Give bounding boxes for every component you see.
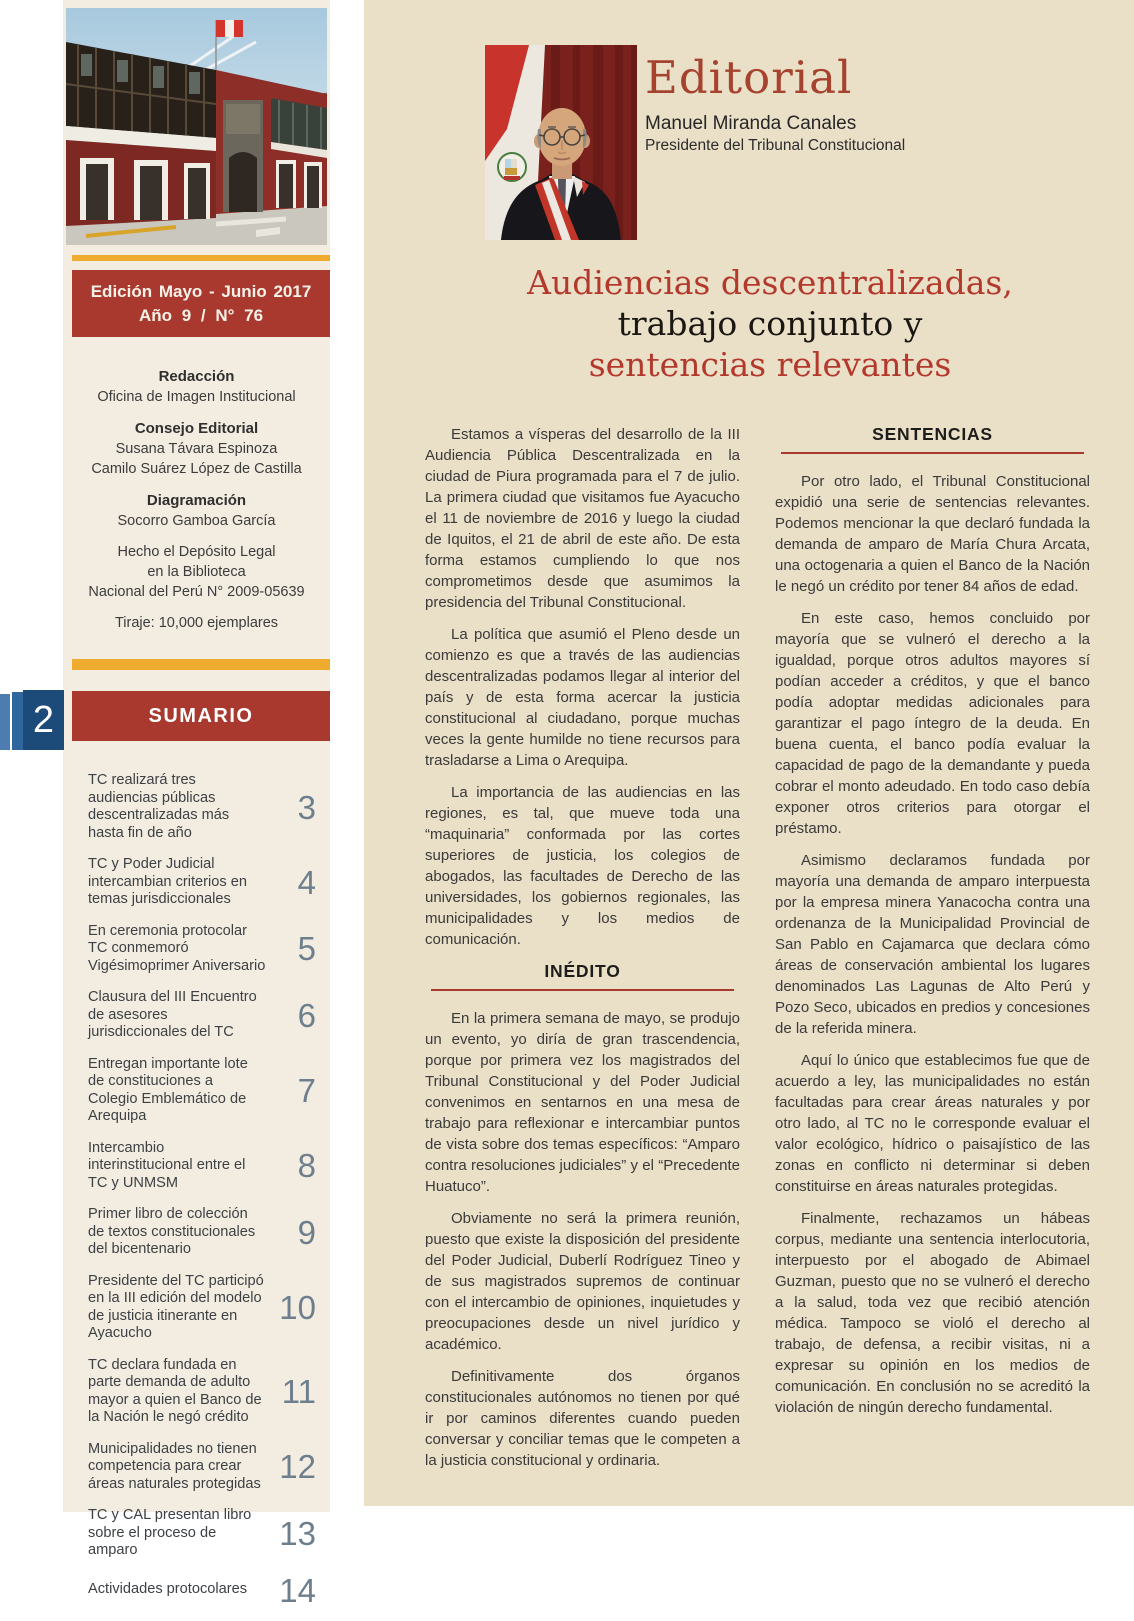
paragraph: Asimismo declaramos fundada por mayoría una demanda de amparo interpuesta por la empresa minera Yanacocha contra una ordenanza de la Municipalidad Provincial de San Pablo en Cajamarca que declara cómo áreas de conservación ambiental los lugares denominados Las Lagunas de Alto Perú y Pozo Seco, ubicados en predios y concesiones de la referida minera.: [775, 852, 1090, 1037]
paragraph: Finalmente, rechazamos un hábeas corpus, mediante una sentencia interlocutoria, interpuesto por el abogado de Abimael Guzman, puesto que no se vulneró el derecho a la salud, toda vez que recibió atención médica. Tampoco se violó el derecho al trabajo, de defensa, a recibir visitas, ni a expresar su opinión en los medios de comunicación. En conclusión no se acreditó la violación de ningún derecho fundamental.: [775, 1210, 1090, 1416]
toc-item-page: 8: [297, 1147, 316, 1185]
masthead-line: Oficina de Imagen Institucional: [97, 389, 296, 405]
sumario-header: SUMARIO: [72, 691, 330, 741]
toc-item: [88, 989, 316, 1042]
article-title: [364, 262, 1134, 385]
sumario-list: [88, 772, 316, 1621]
masthead-line: en la Biblioteca: [147, 564, 246, 580]
toc-item: [88, 1507, 316, 1560]
toc-item-page: 10: [279, 1289, 316, 1326]
paragraph: Por otro lado, el Tribunal Constitucional expidió una serie de sentencias relevantes. Podemos mencionar la que declaró fundada la demanda de amparo de María Chura Arcata, una octogenaria a quien el Banco de la Nación le negó un crédito por tener 84 años de edad.: [775, 473, 1090, 595]
article-title-line3: sentencias relevantes: [588, 345, 952, 384]
edition-box: [72, 270, 330, 337]
article-column-left: [425, 424, 740, 1482]
paragraph: En la primera semana de mayo, se produjo un evento, yo diría de gran trascendencia, porque por primera vez los magistrados del Tribunal Constitucional y del Poder Judicial convenimos en sentarnos en una mesa de trabajo para reflexionar e intercambiar puntos de vista sobre dos temas específicos: “Amparo contra resoluciones judiciales” y el “Precedente Huatuco”.: [425, 1010, 740, 1195]
paragraph: En este caso, hemos concluido por mayoría que se vulneró el derecho a la igualdad, porque otros adultos mayores sí podían acceder a créditos, y que el banco podía adoptar medidas adicionales para garantizar el pago íntegro de la deuda. En buena cuenta, el banco podía evaluar la capacidad de pago de la demandante y pueda cobrar el monto adeudado. En todo caso debía exponer otros criterios para otorgar el préstamo.: [775, 610, 1090, 837]
toc-item-page: 12: [279, 1448, 316, 1486]
toc-item: [88, 923, 316, 976]
toc-item-label: Intercambio interinstitucional entre el TC y UNMSM: [88, 1139, 246, 1191]
masthead-line: Socorro Gamboa García: [117, 513, 276, 529]
masthead-line: Susana Távara Espinoza: [115, 441, 278, 457]
editorial-author-role: Presidente del Tribunal Constitucional: [645, 137, 906, 154]
editorial-section-title: Editorial: [645, 51, 853, 104]
toc-item-page: 4: [297, 863, 316, 901]
masthead-heading: Redacción: [158, 368, 235, 385]
masthead-line: Hecho el Depósito Legal: [117, 544, 276, 560]
section-heading-sentencias: SENTENCIAS: [781, 424, 1084, 454]
toc-item: [88, 1056, 316, 1126]
toc-item-page: 6: [297, 996, 316, 1034]
masthead-line: Camilo Suárez López de Castilla: [91, 461, 302, 477]
toc-item-label: TC y CAL presentan libro sobre el proceso de amparo: [88, 1507, 252, 1558]
editorial-author: Manuel Miranda Canales: [645, 113, 857, 134]
toc-item-label: TC realizará tres audiencias públicas descentralizadas más hasta fin de año: [88, 772, 230, 841]
toc-item-page: 13: [279, 1514, 316, 1552]
masthead-heading: Diagramación: [146, 492, 247, 509]
sidebar: [63, 0, 330, 1609]
article-title-line2: trabajo conjunto y: [617, 304, 923, 343]
toc-item-page: 5: [297, 930, 316, 968]
toc-item-label: Entregan importante lote de constituciones a Colegio Emblemático de Arequipa: [88, 1055, 248, 1124]
paragraph: Obviamente no será la primera reunión, puesto que existe la disposición del presidente del Poder Judicial, Duberlí Rodríguez Tineo y de sus magistrados supremos de continuar con el intercambio de opiniones, inquietudes y preocupaciones desde un nivel jurídico y académico.: [425, 1210, 740, 1353]
masthead-redaccion: [63, 366, 330, 407]
toc-item: [88, 1441, 316, 1494]
portrait-illustration: [485, 45, 637, 240]
badge-stripe: [0, 694, 10, 750]
edition-line2: Año 9 / N° 76: [138, 305, 264, 325]
masthead-line: Tiraje: 10,000 ejemplares: [114, 615, 279, 631]
toc-item: [88, 856, 316, 909]
paragraph: La importancia de las audiencias en las regiones, es tal, que mueve toda una “maquinaria” conformada por las cortes superiores de justicia, los colegios de abogados, las facultades de Derecho de las universidades, los gobiernos regionales, las municipalidades y los medios de comunicación.: [425, 784, 740, 948]
gold-divider-top: [72, 255, 330, 261]
toc-item-label: TC y Poder Judicial intercambian criterios en temas jurisdiccionales: [88, 856, 247, 907]
masthead-tiraje: [63, 613, 330, 633]
toc-item: [88, 772, 316, 842]
toc-item-label: Primer libro de colección de textos constitucionales del bicentenario: [88, 1206, 256, 1257]
badge-stripe: [12, 692, 23, 750]
article-column-right: [775, 424, 1090, 1482]
toc-item-label: En ceremonia protocolar TC conmemoró Vigésimoprimer Aniversario: [88, 922, 266, 974]
toc-item-page: 9: [297, 1213, 316, 1251]
toc-item: [88, 1140, 316, 1193]
toc-item-label: Presidente del TC participó en la III edición del modelo de justicia itinerante en Ayacucho: [88, 1272, 264, 1341]
toc-item-page: 14: [279, 1571, 316, 1609]
masthead-deposito-legal: [63, 542, 330, 602]
edition-line1: Edición Mayo - Junio 2017: [90, 281, 312, 301]
toc-item-label: Actividades protocolares: [88, 1581, 247, 1598]
paragraph: Aquí lo único que establecimos fue que de acuerdo a ley, las municipalidades no están facultadas para crear áreas naturales y por otro lado, al TC no le corresponde evaluar el valor ecológico, hídrico o paisajístico de las zonas en conflicto ni determinar si deben constituirse en áreas naturales protegidas.: [775, 1052, 1090, 1195]
masthead: [63, 366, 330, 644]
paragraph: La política que asumió el Pleno desde un comienzo es que a través de las audiencias descentralizadas podamos llegar al interior del país y de esta forma acercar la justicia constitucional al ciudadano, porque muchas veces la gente humilde no tiene recursos para trasladarse a Lima o Arequipa.: [425, 626, 740, 769]
toc-item-label: Clausura del III Encuentro de asesores jurisdiccionales del TC: [88, 989, 257, 1040]
section-heading-inedito: INÉDITO: [431, 961, 734, 991]
tribunal-building-photo: [66, 8, 327, 245]
paragraph: Estamos a vísperas del desarrollo de la III Audiencia Pública Descentralizada en la ciudad de Piura programada para el 7 de julio. La primera ciudad que visitamos fue Ayacucho el 11 de noviembre de 2016 y luego la ciudad de Iquitos, el 21 de abril de este año. De esta forma estamos cumpliendo lo que nos comprometimos desde que asumimos la presidencia del Tribunal Constitucional.: [425, 426, 740, 611]
president-portrait-photo: [485, 45, 637, 240]
editorial-header: [645, 52, 905, 156]
toc-item-page: 3: [297, 788, 316, 826]
masthead-line: Nacional del Perú N° 2009-05639: [88, 584, 305, 600]
page-number: 2: [23, 690, 64, 750]
toc-item-page: 11: [281, 1373, 316, 1410]
building-illustration: [66, 8, 327, 245]
toc-item-page: 7: [297, 1072, 316, 1109]
toc-item: [88, 1571, 316, 1609]
masthead-diagramacion: [63, 490, 330, 531]
editorial-page-main: [364, 0, 1134, 1506]
masthead-heading: Consejo Editorial: [134, 420, 259, 437]
toc-item: [88, 1273, 316, 1343]
paragraph: Definitivamente dos órganos constitucionales autónomos no tienen por qué ir por caminos diferentes cuando pueden conversar y conciliar temas que le competen a la justicia constitucional y ordinaria.: [425, 1368, 740, 1469]
toc-item-label: TC declara fundada en parte demanda de adulto mayor a quien el Banco de la Nación le negó crédito: [88, 1356, 262, 1425]
toc-item: [88, 1357, 316, 1427]
toc-item-label: Municipalidades no tienen competencia para crear áreas naturales protegidas: [88, 1440, 261, 1492]
gold-divider-bottom: [72, 659, 330, 670]
masthead-consejo: [63, 418, 330, 479]
article-title-line1: Audiencias descentralizadas,: [527, 263, 1013, 302]
article-columns: [425, 424, 1090, 1482]
toc-item: [88, 1206, 316, 1259]
